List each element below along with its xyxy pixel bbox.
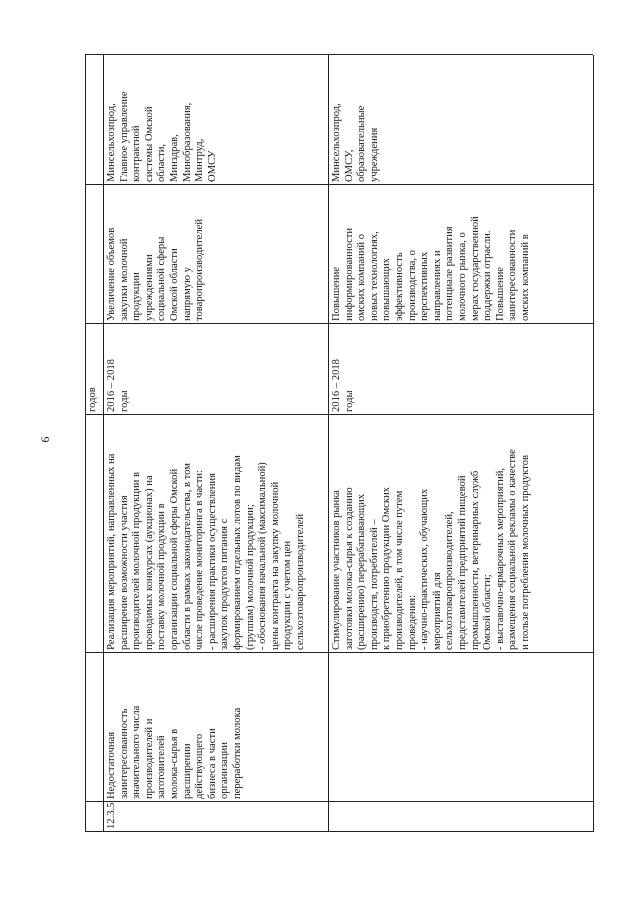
- row-separator: [328, 55, 329, 832]
- row-number: [330, 802, 592, 832]
- header-rule: [103, 55, 104, 832]
- document-table: [85, 32, 605, 832]
- problem-cell: Недостаточная заинтересованность значительного числа производителей и заготовителей молока-сырья в расширении действующего бизнеса в части организации переработки молока: [106, 705, 243, 799]
- page-number: 9: [38, 436, 53, 443]
- executors-cell: Минсельхозпрод, Главное управление контрактной системы Омской области, Минздрав, Минобразования, Минтруд, ОМСУ: [106, 91, 218, 182]
- measure-cell: Стимулирование участников рынка заготовки молока-сырья к созданию (расширению) перерабатывающих производств, потребителей – к приобретению продукции Омских производителей, в том числе путем проведения: - научно-практических, обучающих мероприятий для сельхозтоваропроизводителей, представителей предприятий пищевой промышленности, ветеринарных служб Омской области; - выставочно-ярмарочных мероприятий, размещения социальной рекламы о качестве и пользе потребления молочных продуктов: [331, 449, 531, 650]
- result-cell: Увеличение объемов закупки молочной продукции учреждениями социальной сферы Омской области напрямую у товаропроизводителей: [106, 218, 206, 321]
- result-cell: Повышение информированности омских компаний о новых технологиях, повышающих эффективность производства, о перспективных направлениях и потенциале развития молочного рынка, о мерах государственной поддержки отрасли. Повышение заинтересованности омских компаний в: [331, 216, 531, 321]
- problem-cell: [330, 653, 592, 802]
- header-fragment: годов: [87, 387, 98, 412]
- period-cell: 2016 – 2018 годы: [331, 359, 355, 412]
- table-rule-top: [85, 55, 86, 832]
- period-cell: 2016 – 2018 годы: [106, 359, 130, 412]
- measure-cell: Реализация мероприятий, направленных на расширение возможности участия производителей молочной продукции в проводимых конкурсах (аукционах) на поставку молочной продукции в организации социальной сферы Омской области в рамках законодательства, в том числе проведение мониторинга в части: - расширения практики осуществления закупок продуктов питания с формированием отдельных лотов по видам (группам) молочной продукции; - обоснования начальной (максимальной) цены контракта на закупку молочной продукции с учетом цен сельхозтоваропроизводителей: [106, 453, 306, 650]
- executors-cell: Минсельхозпрод, ОМСУ, образовательные учреждения: [331, 103, 380, 182]
- row-number: 12.3.5: [106, 802, 117, 829]
- table-rule-bottom: [593, 55, 594, 832]
